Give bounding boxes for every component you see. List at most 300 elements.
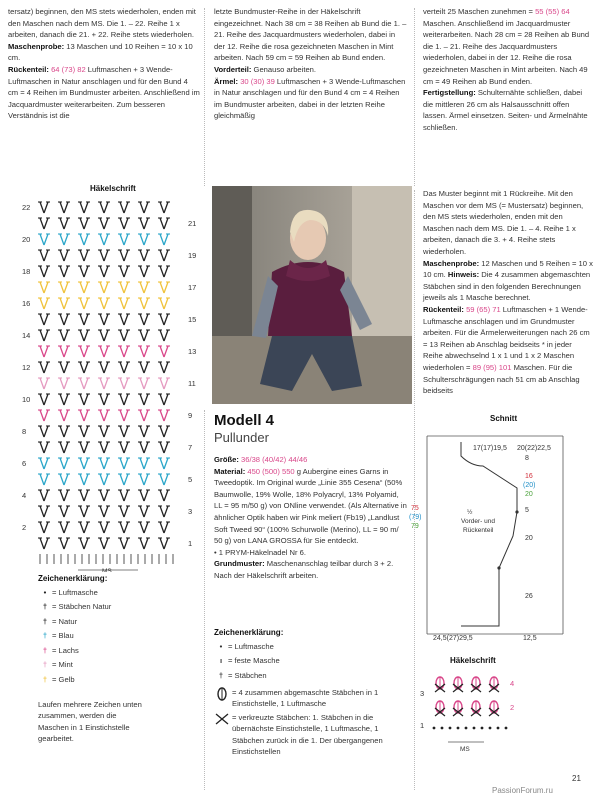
chart1-stitch-group: [58, 282, 70, 293]
chart1-stitch-group: [38, 250, 50, 261]
chart1-stitch-group: [138, 538, 150, 549]
chart1-stitch-group: [78, 506, 90, 517]
col3_body-paragraph: Maschenprobe: 12 Maschen und 5 Reihen = 10 x 10 cm. Hinweis: Die 4 zusammen abgemaschten Stäbchen sind in den folgenden Berechnungen jeweils als 1 Masche berechnet.: [423, 258, 593, 303]
col3_top-paragraph: verteilt 25 Maschen zunehmen = 55 (55) 64 Maschen. Anschließend im Jacquardmuster weiterarbeiten. Nach 28 cm = 28 Reihen ab Bund die 1. – 21. Reihe des Jacquardmusters wiederholen, dabei in der 12. Reihe die rosa gezeichneten Maschen in Mint arbeiten. Nach 49 cm = 49 Reihen ab Bund enden.: [423, 7, 590, 86]
chart1-stitch-group: [78, 522, 90, 533]
chart1-left-label: 16: [22, 299, 31, 308]
legend1-label: = Stäbchen Natur: [52, 602, 112, 612]
watermark: PassionForum.ru: [492, 786, 553, 795]
chart1-stitch-group: [158, 314, 170, 325]
chart1-stitch-group: [158, 298, 170, 309]
chart1-stitch-group: [58, 474, 70, 485]
legend1-item: [38, 643, 198, 658]
chart1-stitch-group: [138, 426, 150, 437]
stitch-symbol-icon: †: [218, 670, 224, 680]
chart1-stitch-group: [118, 250, 130, 261]
chart1-stitch-group: [38, 506, 50, 517]
model-photo-illustration: [212, 186, 412, 404]
chart1-stitch-group: [38, 266, 50, 277]
chart1-stitch-group: [38, 538, 50, 549]
legend2-item: [214, 654, 408, 669]
schnitt-top-left: 17(17)19,5: [473, 445, 507, 452]
chart1-stitch-group: [158, 378, 170, 389]
chart1-stitch-group: [118, 426, 130, 437]
chart1-stitch-group: [118, 410, 130, 421]
chart1-stitch-group: [58, 378, 70, 389]
chart1-stitch-group: [38, 522, 50, 533]
chart2-cluster: [454, 677, 462, 689]
chart1-left-label: 12: [22, 363, 31, 372]
chart1-stitch-group: [38, 474, 50, 485]
schnitt-dim-8: 8: [525, 455, 529, 462]
schnitt-diagram: [405, 426, 595, 648]
chart1-stitch-group: [158, 250, 170, 261]
model-photo: [212, 186, 412, 404]
legend1-item: [38, 600, 198, 615]
legend2-label: = Stäbchen: [228, 670, 267, 680]
chart1-stitch-group: [158, 538, 170, 549]
chart1-row: [38, 378, 170, 389]
col3_body-paragraph: Das Muster beginnt mit 1 Rückreihe. Mit den Maschen vor dem MS (= Mustersatz) beginnen, den MS stets wiederholen, enden mit den Maschen nach dem MS. Die 1. – 4. Reihe 1 x arbeiten, danach die 3. + 4. Reihe stets wiederholen.: [423, 189, 584, 256]
schnitt-dim-20a: (20): [523, 482, 536, 489]
chart1-stitch-group: [118, 538, 130, 549]
col3-top-text: [423, 6, 593, 134]
chart1-stitch-group: [58, 346, 70, 357]
chart1-stitch-group: [78, 298, 90, 309]
chart1-stitch-group: [158, 218, 170, 229]
chart1-stitch-group: [98, 266, 110, 277]
chart1-stitch-group: [58, 234, 70, 245]
chart1-stitch-group: [98, 282, 110, 293]
page-number: 21: [572, 774, 581, 783]
chart1-stitch-group: [58, 266, 70, 277]
schnitt-dim-20c: 20: [525, 535, 533, 542]
chart1-stitch-group: [38, 330, 50, 341]
chart1-stitch-group: [118, 234, 130, 245]
chart1-stitch-group: [158, 426, 170, 437]
chart1-stitch-group: [98, 394, 110, 405]
chart1-stitch-group: [138, 394, 150, 405]
chart1-right-label: 9: [188, 411, 193, 420]
chart1-stitch-group: [78, 266, 90, 277]
chart2-left-label: 3: [420, 689, 425, 698]
chart1-left-label: 10: [22, 395, 31, 404]
chart1-left-label: 20: [22, 235, 31, 244]
chart1-stitch-group: [158, 442, 170, 453]
legend1-item: [38, 614, 198, 629]
chart1-stitch-group: [138, 506, 150, 517]
chart1-stitch-group: [158, 474, 170, 485]
legend1-label: = Lachs: [52, 645, 79, 655]
chart1-stitch-group: [78, 538, 90, 549]
chart1-stitch-group: [78, 490, 90, 501]
chart1-stitch-group: [158, 410, 170, 421]
chart1-left-label: 22: [22, 203, 31, 212]
chart1-stitch-group: [98, 490, 110, 501]
chart1-stitch-group: [158, 490, 170, 501]
legend2: [214, 628, 408, 758]
chart1-stitch-group: [158, 282, 170, 293]
col2_top-paragraph: Vorderteil: Genauso arbeiten.: [214, 64, 317, 74]
chart1-stitch-group: [138, 330, 150, 341]
chart1-stitch-group: [138, 346, 150, 357]
chart1-stitch-group: [38, 346, 50, 357]
chart1-row: [38, 202, 170, 213]
chart1-stitch-group: [118, 298, 130, 309]
chart2-left-label: 1: [420, 721, 425, 730]
legend2-label: = Luftmasche: [228, 641, 274, 651]
col3_top-paragraph: Fertigstellung: Schulternähte schließen, dabei die mittleren 26 cm als Halsausschnitt offen lassen. Ärmel einsetzen. Seiten- und Ärmelnähte schließen.: [423, 88, 588, 132]
chart1-stitch-group: [38, 410, 50, 421]
legend1-item: [38, 672, 198, 687]
chart1-stitch-group: [58, 394, 70, 405]
chart1-stitch-group: [158, 458, 170, 469]
chart1-title: Häkelschrift: [90, 184, 136, 193]
chart1-stitch-group: [138, 234, 150, 245]
chart1-stitch-group: [98, 298, 110, 309]
chart1-stitch-group: [58, 218, 70, 229]
chart1-stitch-group: [98, 458, 110, 469]
col1_top-paragraph: tersatz) beginnen, den MS stets wiederholen, enden mit den Maschen nach dem MS. Die 1. – 22. Reihe 1 x arbeiten, danach die 21. + 22. Reihe stets wiederholen.: [8, 7, 196, 40]
chart1-stitch-group: [98, 474, 110, 485]
chart1-stitch-group: [78, 282, 90, 293]
chart1-stitch-group: [98, 250, 110, 261]
chart1-row: [38, 394, 170, 405]
col2_model-paragraph: Material: 450 (500) 550 g Aubergine eines Garns in Tweedoptik. Im Original wurde „Linie 355 Cesena“ (50% Baumwolle, 19% Wolle, 18% Polyacryl, 13% Polyamid, LL = 95 m/50 g) von ONline verwendet. (Als Alternative in ähnlicher Optik haben wir Pink meliert (Fb19) „Landlust Soft Tweed 90“ (100% Schurwolle (Merino), LL = 90 m/ 50 g) von LANA GROSSA für Sie entdeckt.: [214, 466, 407, 546]
chart2-cluster: [472, 677, 480, 689]
chart2-chain: [481, 727, 484, 730]
chart2-chain: [489, 727, 492, 730]
legend1: [38, 574, 198, 745]
col2_top-paragraph: Ärmel: 30 (30) 39 Luftmaschen + 3 Wende-Luftmaschen in Natur anschlagen und für den Bund 4 cm = 4 Reihen im Bundmuster arbeiten, dabei in der letzten Reihe gleichmäßig: [214, 76, 406, 121]
chart1-stitch-group: [38, 202, 50, 213]
crochet-chart-1: [20, 196, 204, 572]
chart1-row: [38, 298, 170, 309]
chart1-stitch-group: [138, 458, 150, 469]
chart1-stitch-group: [78, 202, 90, 213]
schnitt-left-79a: (79): [409, 514, 422, 521]
chart1-stitch-group: [58, 442, 70, 453]
chart1-right-label: 7: [188, 443, 193, 452]
schnitt-bottom-right: 12,5: [523, 635, 537, 642]
chart1-stitch-group: [138, 298, 150, 309]
chart2-chain: [497, 727, 500, 730]
chart1-left-label: 18: [22, 267, 31, 276]
chart1-row: [38, 474, 170, 485]
chart1-left-label: 8: [22, 427, 27, 436]
chart1-stitch-group: [138, 218, 150, 229]
chart1-stitch-group: [138, 522, 150, 533]
chart1-stitch-group: [38, 234, 50, 245]
chart2-cluster: [436, 701, 444, 713]
chart1-stitch-group: [118, 218, 130, 229]
chart2-chain: [505, 727, 508, 730]
stitch-symbol-icon: ı: [219, 656, 223, 666]
legend1-label: = Mint: [52, 660, 73, 670]
chart1-right-label: 5: [188, 475, 193, 484]
schnitt-left-75: 75: [411, 505, 419, 512]
chart1-stitch-group: [78, 234, 90, 245]
col2-top-text: [214, 6, 408, 122]
chart1-stitch-group: [138, 266, 150, 277]
crochet-chart-2: [420, 668, 520, 764]
chart1-stitch-group: [158, 394, 170, 405]
chart1-stitch-group: [118, 506, 130, 517]
legend1-title: Zeichenerklärung:: [38, 574, 108, 583]
stitch-symbol-icon: •: [219, 641, 223, 651]
cluster-stitch-icon: [214, 687, 230, 701]
chart1-row: [38, 314, 170, 325]
chart1-row: [38, 266, 170, 277]
chart1-right-label: 11: [188, 379, 196, 388]
crossed-stitch-icon: [214, 712, 230, 726]
stitch-symbol-icon: †: [42, 674, 48, 684]
chart1-stitch-group: [58, 362, 70, 373]
col2_model-paragraph: • 1 PRYM-Häkelnadel Nr 6.: [214, 547, 306, 557]
chart1-left-label: 6: [22, 459, 27, 468]
chart1-stitch-group: [58, 202, 70, 213]
col2_model-paragraph: Grundmuster: Maschenanschlag teilbar durch 3 + 2. Nach der Häkelschrift arbeiten.: [214, 559, 394, 580]
model-title: Modell 4: [214, 412, 275, 429]
chart1-stitch-group: [38, 314, 50, 325]
chart1-stitch-group: [158, 202, 170, 213]
chart1-stitch-group: [78, 426, 90, 437]
chart1-stitch-group: [98, 202, 110, 213]
chart1-stitch-group: [38, 458, 50, 469]
col1-top-text: [8, 6, 200, 122]
schnitt-dim-5: 5: [525, 507, 529, 514]
chart1-stitch-group: [138, 362, 150, 373]
legend2-item: [214, 639, 408, 654]
chart1-stitch-group: [58, 250, 70, 261]
schnitt-dim-20b: 20: [525, 491, 533, 498]
chart1-stitch-group: [38, 490, 50, 501]
chart1-stitch-group: [118, 346, 130, 357]
stitch-symbol-icon: †: [42, 631, 48, 641]
chart1-right-label: 1: [188, 539, 193, 548]
stitch-symbol-icon: †: [42, 660, 48, 670]
stitch-symbol-icon: †: [42, 645, 48, 655]
chart1-stitch-group: [78, 362, 90, 373]
chart1-stitch-group: [118, 490, 130, 501]
chart1-right-label: 15: [188, 315, 197, 324]
chart1-stitch-group: [78, 314, 90, 325]
col3-body-text: [423, 188, 593, 397]
chart1-stitch-group: [78, 218, 90, 229]
chart1-stitch-group: [38, 282, 50, 293]
chart1-stitch-group: [78, 250, 90, 261]
chart1-row: [38, 426, 170, 437]
chart2-title: Häkelschrift: [450, 656, 496, 665]
model-subtitle: Pullunder: [214, 430, 269, 445]
chart1-stitch-group: [58, 538, 70, 549]
chart1-stitch-group: [78, 458, 90, 469]
chart2-chain: [457, 727, 460, 730]
schnitt-center: ½ Vorder- und Rückenteil: [461, 509, 495, 534]
chart1-stitch-group: [78, 410, 90, 421]
chart1-left-label: 14: [22, 331, 31, 340]
stitch-symbol-icon: †: [42, 602, 48, 612]
chart1-row: [38, 218, 170, 229]
legend2-title: Zeichenerklärung:: [214, 628, 284, 637]
chart1-stitch-group: [98, 522, 110, 533]
chart1-stitch-group: [138, 202, 150, 213]
chart1-stitch-group: [138, 378, 150, 389]
chart1-stitch-group: [118, 362, 130, 373]
schnitt-top-right: 20(22)22,5: [517, 445, 551, 452]
chart1-row: [38, 490, 170, 501]
chart1-row: [38, 250, 170, 261]
chart1-stitch-group: [38, 362, 50, 373]
legend2-cluster: = 4 zusammen abgemaschte Stäbchen in 1 Einstichstelle, 1 Luftmasche: [232, 687, 379, 709]
chart1-row: [38, 234, 170, 245]
chart2-cluster: [490, 701, 498, 713]
chart1-stitch-group: [138, 250, 150, 261]
chart1-stitch-group: [58, 458, 70, 469]
chart1-stitch-group: [98, 426, 110, 437]
chart1-stitch-group: [78, 378, 90, 389]
chart1-stitch-group: [118, 442, 130, 453]
legend2-crossed: = verkreuzte Stäbchen: 1. Stäbchen in die übernächste Einstichstelle, 1 Luftmasche, 1 Stäbchen zurück in die 1. Der übergangenen Einstichstellen: [232, 712, 383, 757]
chart2-chain: [449, 727, 452, 730]
chart1-right-label: 17: [188, 283, 197, 292]
chart1-stitch-group: [58, 330, 70, 341]
col2_top-paragraph: letzte Bundmuster-Reihe in der Häkelschrift eingezeichnet. Nach 38 cm = 38 Reihen ab Bund die 1. – 21. Reihe des Jacquardmusters wiederholen, dabei in der 12. Reihe die rosa gezeichneten Maschen in Mint arbeiten. Nach 59 cm = 59 Reihen ab Bund enden.: [214, 7, 407, 63]
chart1-left-label: 2: [22, 523, 27, 532]
legend1-item: [38, 629, 198, 644]
chart1-stitch-group: [158, 266, 170, 277]
legend1-label: = Natur: [52, 616, 78, 626]
legend1-item: [38, 658, 198, 673]
chart1-row: [38, 346, 170, 357]
chart2-chain: [441, 727, 444, 730]
chart1-stitch-group: [98, 330, 110, 341]
chart1-stitch-group: [158, 522, 170, 533]
col1_top-paragraph: Rückenteil: 64 (73) 82 Luftmaschen + 3 Wende-Luftmaschen in Natur anschlagen und für den Bund 4 cm = 4 Reihen im Bundmuster arbeiten. Anschließend im Jacquardmuster weiterarbeiten. Zum besseren Verständnis ist die: [8, 64, 200, 121]
chart1-stitch-group: [118, 202, 130, 213]
chart1-stitch-group: [98, 378, 110, 389]
chart1-stitch-group: [78, 474, 90, 485]
chart1-stitch-group: [158, 330, 170, 341]
chart1-stitch-group: [158, 234, 170, 245]
chart1-stitch-group: [138, 442, 150, 453]
chart1-stitch-group: [118, 282, 130, 293]
chart1-stitch-group: [38, 442, 50, 453]
chart1-stitch-group: [138, 282, 150, 293]
chart1-row: [38, 362, 170, 373]
chart1-stitch-group: [138, 490, 150, 501]
chart1-stitch-group: [118, 458, 130, 469]
chart1-stitch-group: [78, 394, 90, 405]
chart1-stitch-group: [118, 330, 130, 341]
chart1-row: [38, 282, 170, 293]
legend1-label: = Luftmasche: [52, 587, 98, 597]
schnitt-left-79b: 79: [411, 523, 419, 530]
chart1-row: [38, 538, 170, 549]
chart1-stitch-group: [78, 346, 90, 357]
chart1-right-label: 19: [188, 251, 197, 260]
chart1-stitch-group: [158, 362, 170, 373]
chart1-stitch-group: [78, 330, 90, 341]
chart1-stitch-group: [58, 522, 70, 533]
chart1-stitch-group: [158, 506, 170, 517]
chart1-stitch-group: [58, 426, 70, 437]
chart1-row: [38, 330, 170, 341]
legend1-label: = Blau: [52, 631, 74, 641]
chart1-stitch-group: [98, 442, 110, 453]
schnitt-dim-16: 16: [525, 473, 533, 480]
chart1-right-label: 3: [188, 507, 193, 516]
chart1-stitch-group: [38, 218, 50, 229]
chart1-stitch-group: [38, 394, 50, 405]
col2_model-paragraph: Größe: 36/38 (40/42) 44/46: [214, 455, 308, 464]
chart1-stitch-group: [98, 314, 110, 325]
col3_body-paragraph: Rückenteil: 59 (65) 71 Luftmaschen + 1 Wende-Luftmasche anschlagen und im Grundmuster arbeiten. Für die Ärmelerweiterungen nach 26 cm = 13 Reihen ab Anschlag beidseits * in jeder Reihe abwechselnd 1 x 1 und 1 x 2 Maschen wiederholen = 89 (95) 101 Maschen. Für die Schulterschrägungen nach 51 cm ab Anschlag beidseits: [423, 304, 590, 396]
chart1-left-label: 4: [22, 491, 27, 500]
chart2-chain: [465, 727, 468, 730]
chart1-right-label: 21: [188, 219, 197, 228]
chart1-stitch-group: [118, 378, 130, 389]
chart1-stitch-group: [158, 346, 170, 357]
chart1-stitch-group: [98, 410, 110, 421]
chart1-stitch-group: [58, 490, 70, 501]
chart1-stitch-group: [98, 218, 110, 229]
chart1-stitch-group: [38, 378, 50, 389]
chart1-stitch-group: [98, 506, 110, 517]
chart2-right-label: 4: [510, 679, 515, 688]
chart1-stitch-group: [98, 362, 110, 373]
chart1-stitch-group: [58, 506, 70, 517]
chart2-ms-label: MS: [460, 746, 470, 753]
chart1-stitch-group: [118, 314, 130, 325]
chart2-chain: [473, 727, 476, 730]
chart2-cluster: [436, 677, 444, 689]
chart1-right-label: 13: [188, 347, 197, 356]
legend1-label: = Gelb: [52, 674, 75, 684]
stitch-symbol-icon: †: [42, 616, 48, 626]
legend2-item: [214, 668, 408, 683]
chart1-row: [38, 410, 170, 421]
chart2-cluster: [490, 677, 498, 689]
chart1-stitch-group: [98, 538, 110, 549]
legend1-note: Laufen mehrere Zeichen unten zusammen, werden die Maschen in 1 Einstichstelle gearbeitet.: [38, 699, 142, 744]
schnitt-title: Schnitt: [490, 414, 518, 423]
chart1-stitch-group: [118, 266, 130, 277]
chart1-stitch-group: [118, 474, 130, 485]
chart2-cluster: [472, 701, 480, 713]
chart1-stitch-group: [98, 346, 110, 357]
legend2-label: = feste Masche: [228, 656, 280, 666]
chart1-stitch-group: [118, 394, 130, 405]
chart1-row: [38, 522, 170, 533]
chart1-stitch-group: [78, 442, 90, 453]
chart1-stitch-group: [98, 234, 110, 245]
schnitt-dim-26: 26: [525, 593, 533, 600]
chart1-stitch-group: [138, 474, 150, 485]
chart1-row: [38, 458, 170, 469]
chart2-chain: [433, 727, 436, 730]
chart1-stitch-group: [118, 522, 130, 533]
chart1-stitch-group: [38, 426, 50, 437]
chart1-stitch-group: [138, 410, 150, 421]
chart1-stitch-group: [58, 298, 70, 309]
chart1-ms-label: MS: [102, 568, 112, 572]
chart1-stitch-group: [138, 314, 150, 325]
chart1-stitch-group: [38, 298, 50, 309]
chart1-row: [38, 506, 170, 517]
chart1-stitch-group: [58, 314, 70, 325]
col2-model-text: [214, 454, 408, 582]
